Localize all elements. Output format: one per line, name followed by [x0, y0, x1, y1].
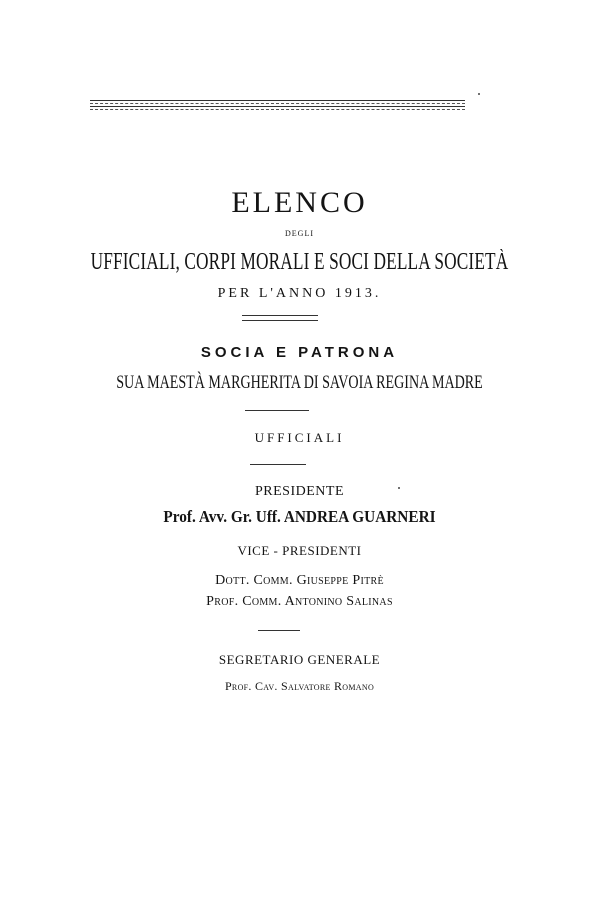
top-ornamental-rule	[90, 100, 465, 110]
divider	[258, 630, 300, 631]
patron-name: SUA MAESTÀ MARGHERITA DI SAVOIA REGINA MADRE	[116, 372, 483, 393]
president-name: Prof. Avv. Gr. Uff. ANDREA GUARNERI	[163, 507, 436, 526]
double-divider	[242, 315, 318, 321]
vice-president-name: Prof. Comm. Antonino Salinas	[206, 594, 393, 609]
patron-heading: SOCIA E PATRONA	[200, 344, 399, 361]
officers-heading: UFFICIALI	[254, 430, 345, 445]
vice-president-name: Dott. Comm. Giuseppe Pitrè	[215, 573, 384, 588]
president-label: PRESIDENTE	[255, 484, 344, 499]
print-speck	[398, 487, 400, 489]
year-line: PER L'ANNO 1913.	[217, 286, 382, 301]
title-connector: DEGLI	[285, 229, 314, 238]
secretary-general-name: Prof. Cav. Salvatore Romano	[224, 679, 375, 693]
divider	[250, 464, 306, 465]
page-subtitle: UFFICIALI, CORPI MORALI E SOCI DELLA SOCIETÀ	[90, 249, 509, 275]
vice-presidents-label: VICE - PRESIDENTI	[237, 543, 362, 558]
print-speck	[478, 93, 480, 95]
page-title: ELENCO	[231, 186, 368, 219]
divider	[245, 410, 309, 411]
secretary-general-label: SEGRETARIO GENERALE	[218, 652, 381, 667]
